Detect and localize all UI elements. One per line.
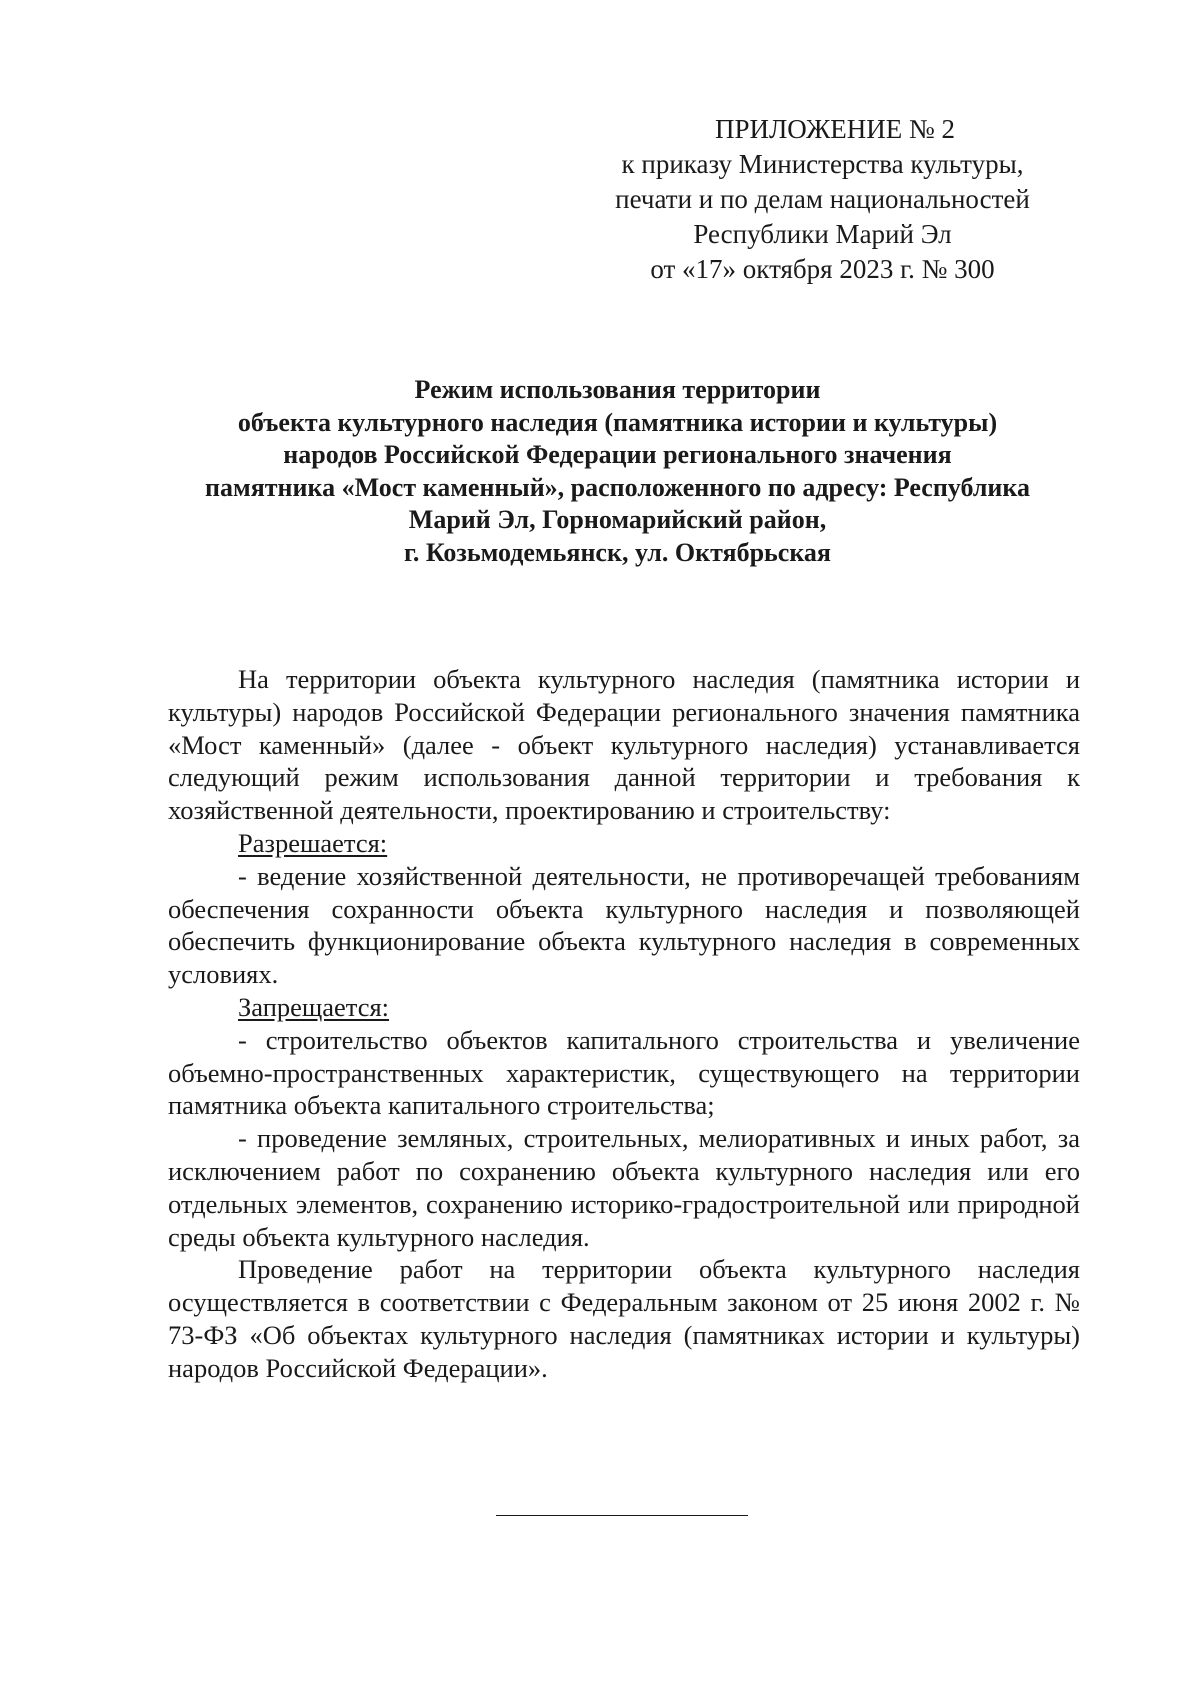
appendix-ref-line: к приказу Министерства культуры,	[621, 149, 1024, 179]
document-title	[150, 374, 1085, 570]
closing-paragraph: Проведение работ на территории объекта культурного наследия осуществляется в соответствии с Федеральным законом от 25 июня 2002 г. № 73-ФЗ «Об объектах культурного наследия (памятниках истории и культуры) народов Российской Федерации».	[168, 1254, 1080, 1383]
appendix-ref-line: печати и по делам национальностей	[615, 184, 1030, 214]
title-line: памятника «Мост каменный», расположенного по адресу: Республика	[205, 472, 1030, 502]
appendix-order-date: от «17» октября 2023 г. № 300	[650, 254, 995, 284]
intro-paragraph: На территории объекта культурного наследия (памятника истории и культуры) народов Российской Федерации регионального значения памятника «Мост каменный» (далее - объект культурного наследия) устанавливается следующий режим использования данной территории и требования к хозяйственной деятельности, проектированию и строительству:	[168, 664, 1080, 826]
title-line: Марий Эл, Горномарийский район,	[408, 505, 827, 535]
title-line: Режим использования территории	[414, 375, 821, 404]
allowed-heading: Разрешается:	[238, 827, 388, 858]
forbidden-item: - проведение земляных, строительных, мелиоративных и иных работ, за исключением работ по сохранению объекта культурного наследия или его отдельных элементов, сохранению историко-градостроительной или природной среды объекта культурного наследия.	[168, 1123, 1080, 1252]
forbidden-heading: Запрещается:	[238, 991, 390, 1022]
forbidden-item: - строительство объектов капитального строительства и увеличение объемно-пространственных характеристик, существующего на территории памятника объекта капитального строительства;	[168, 1024, 1080, 1121]
appendix-header	[560, 112, 1085, 287]
appendix-number: ПРИЛОЖЕНИЕ № 2	[714, 114, 956, 144]
title-line: объекта культурного наследия (памятника истории и культуры)	[237, 407, 998, 437]
title-line: народов Российской Федерации регионального значения	[283, 440, 952, 470]
end-separator-line	[496, 1515, 748, 1516]
title-line: г. Козьмодемьянск, ул. Октябрьская	[403, 537, 831, 567]
appendix-ref-line: Республики Марий Эл	[693, 219, 952, 249]
document-body	[168, 663, 1080, 1385]
allowed-item: - ведение хозяйственной деятельности, не противоречащей требованиям обеспечения сохранности объекта культурного наследия и позволяющей обеспечить функционирование объекта культурного наследия в современных условиях.	[168, 860, 1080, 990]
